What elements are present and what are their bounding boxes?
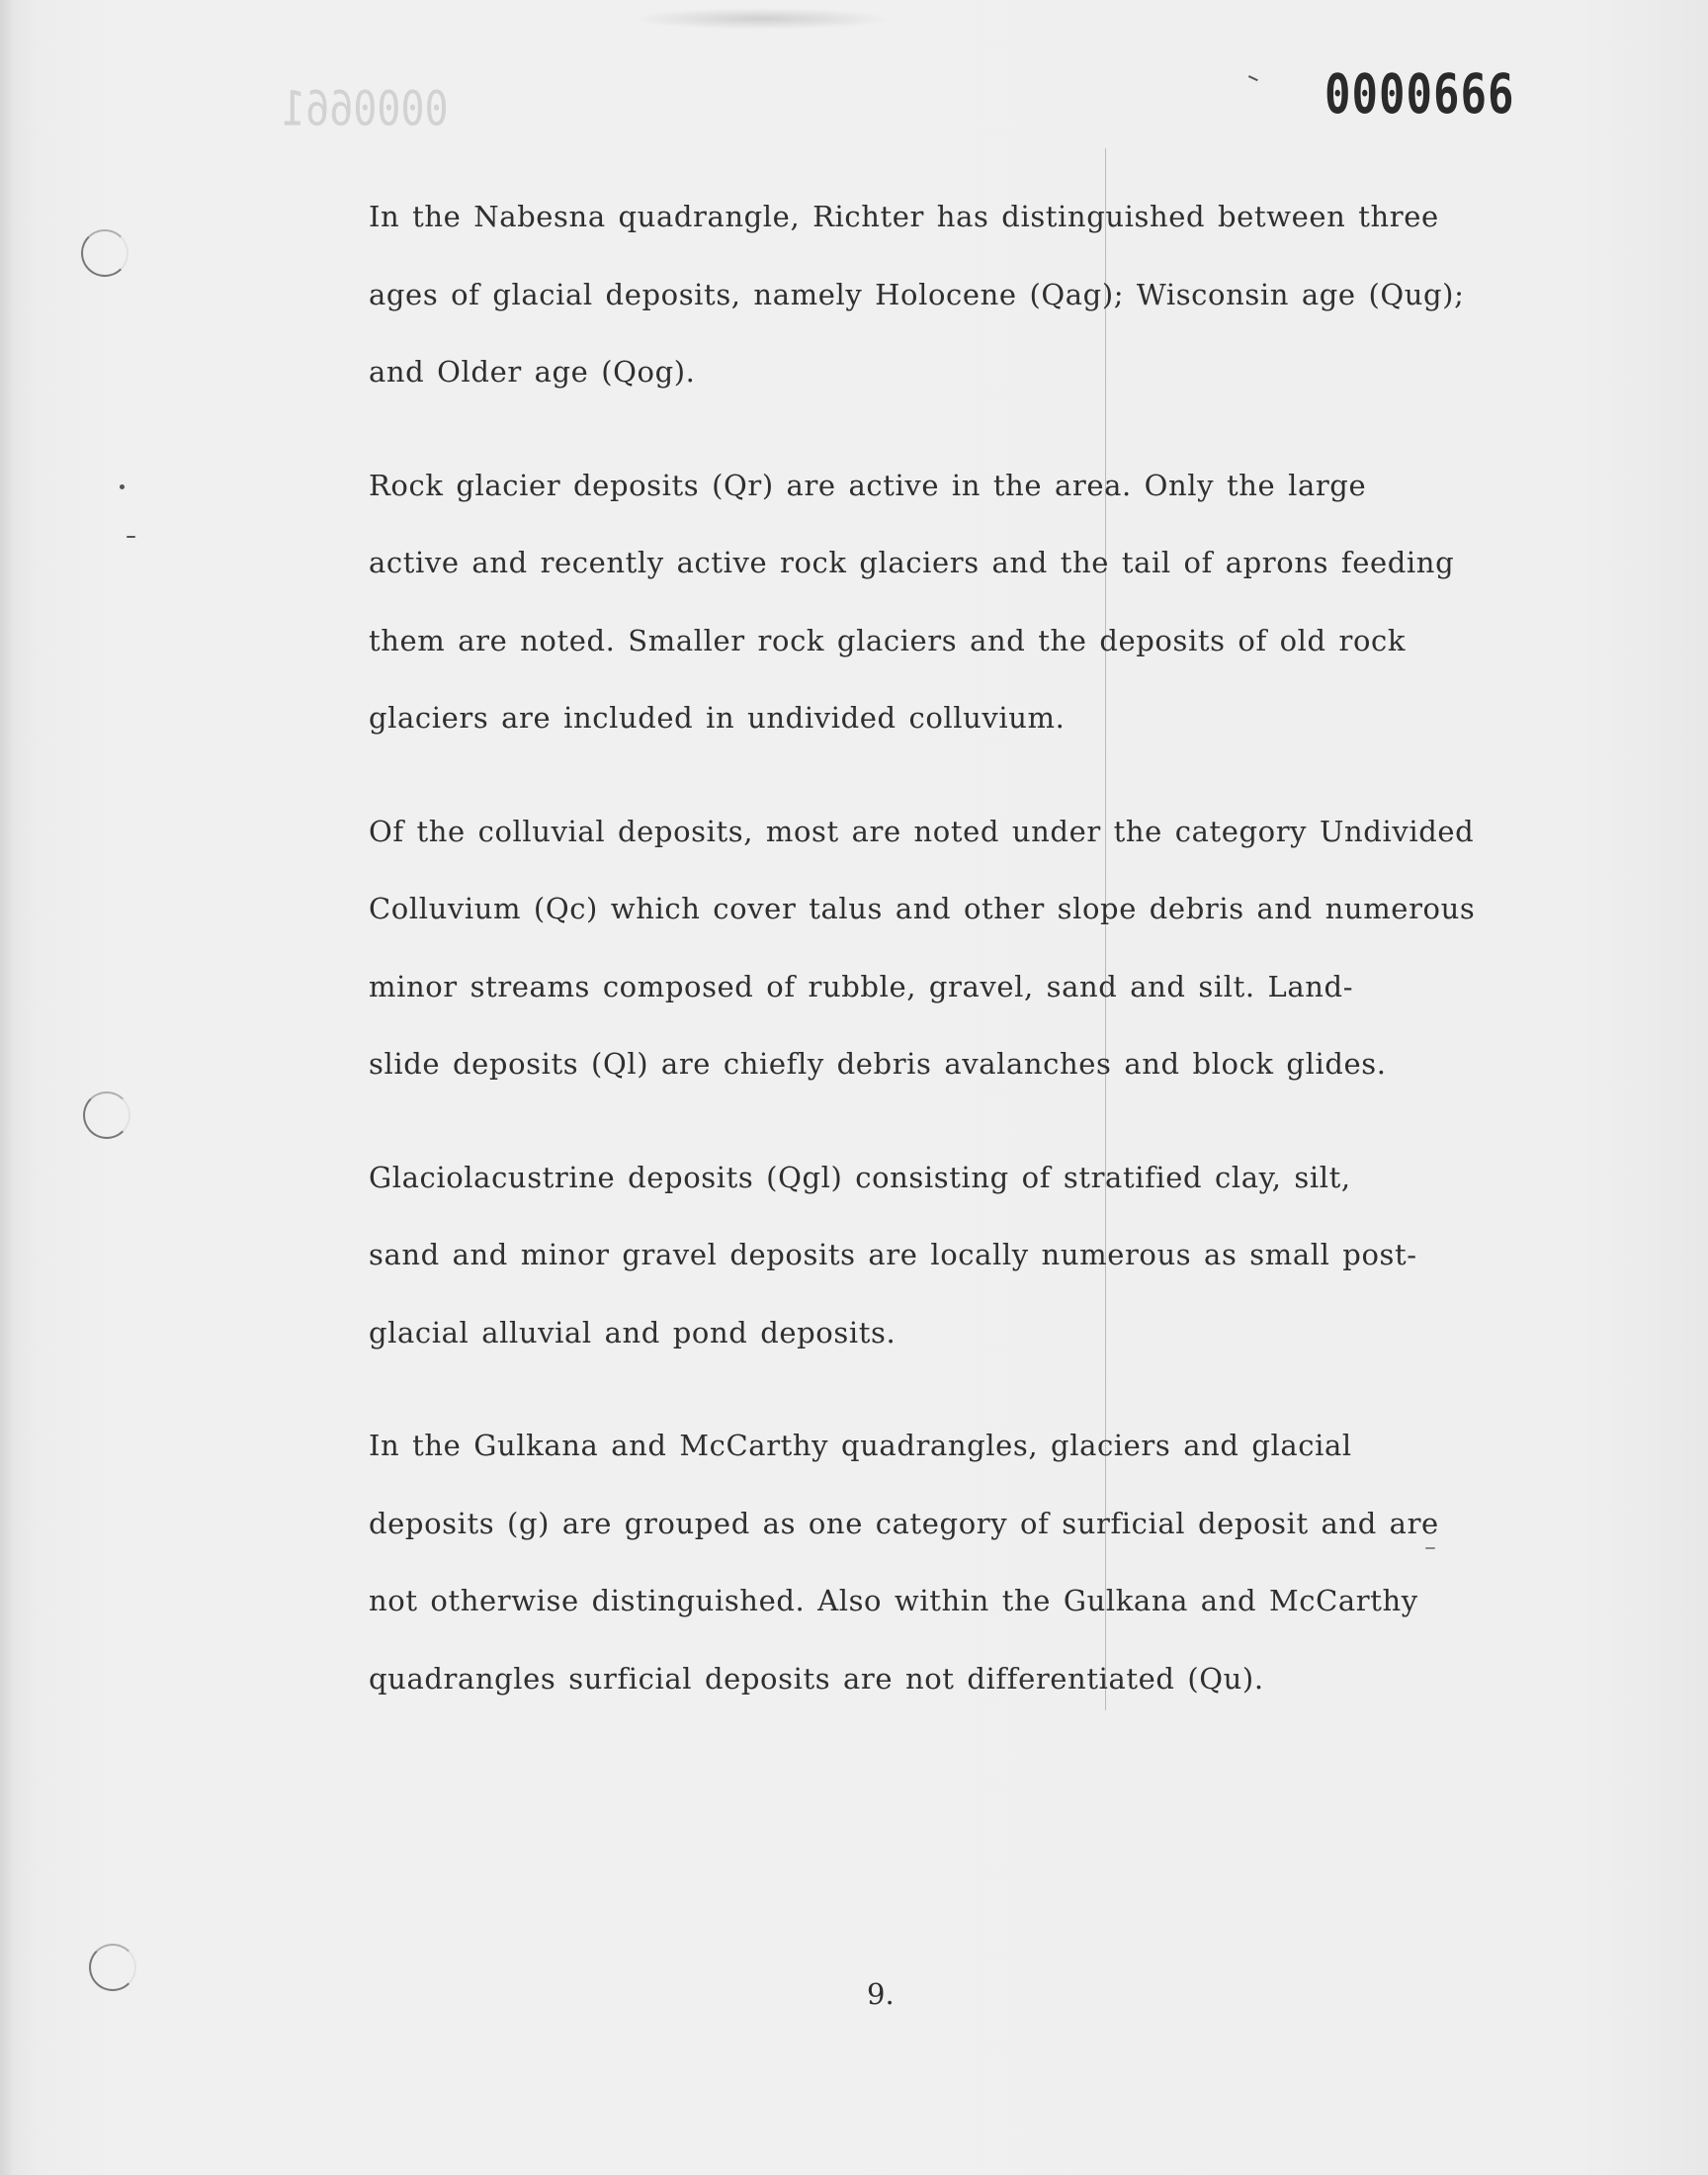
punch-hole-icon — [83, 1091, 130, 1139]
ink-speck — [127, 536, 135, 538]
text-line: In the Gulkana and McCarthy quadrangles, glaciers and glacial — [369, 1429, 1352, 1462]
paragraph-colluvial — [369, 793, 1584, 1103]
text-line: Colluvium (Qc) which cover talus and other slope debris and numerous — [369, 892, 1476, 925]
text-line: sand and minor gravel deposits are locally numerous as small post- — [369, 1238, 1417, 1271]
document-stamp-number: 0000666 — [1324, 63, 1515, 127]
body-text — [369, 178, 1584, 1753]
text-line: them are noted. Smaller rock glaciers and the deposits of old rock — [369, 623, 1407, 657]
text-line: deposits (g) are grouped as one category of surficial deposit and are — [369, 1506, 1439, 1540]
punch-hole-icon — [81, 229, 128, 277]
text-line: active and recently active rock glaciers and the tail of aprons feeding — [369, 546, 1455, 579]
text-line: Glaciolacustrine deposits (Qgl) consisting of stratified clay, silt, — [369, 1160, 1351, 1194]
paragraph-rock-glacier — [369, 447, 1584, 757]
ink-speck — [120, 484, 125, 489]
text-line: and Older age (Qog). — [369, 355, 696, 389]
bleed-through-number: 0000661 — [282, 82, 449, 137]
text-line: glacial alluvial and pond deposits. — [369, 1315, 897, 1349]
stray-mark — [1246, 75, 1258, 85]
page-edge-shadow — [0, 0, 14, 2175]
text-line: slide deposits (Ql) are chiefly debris avalanches and block glides. — [369, 1047, 1387, 1081]
text-line: In the Nabesna quadrangle, Richter has distinguished between three — [369, 200, 1439, 233]
text-line: Of the colluvial deposits, most are noted under the category Undivided — [369, 814, 1475, 848]
scan-smudge — [633, 8, 890, 30]
text-line: Rock glacier deposits (Qr) are active in the area. Only the large — [369, 468, 1367, 502]
paragraph-gulkana-mccarthy — [369, 1407, 1584, 1717]
text-line: quadrangles surficial deposits are not differentiated (Qu). — [369, 1661, 1264, 1696]
paragraph-glaciolacustrine — [369, 1139, 1584, 1372]
punch-hole-icon — [89, 1944, 136, 1991]
paragraph-nabesna — [369, 178, 1584, 411]
text-line: minor streams composed of rubble, gravel, sand and silt. Land- — [369, 969, 1354, 1003]
text-line: not otherwise distinguished. Also within the Gulkana and McCarthy — [369, 1584, 1418, 1617]
text-line: glaciers are included in undivided colluvium. — [369, 701, 1066, 735]
text-line: ages of glacial deposits, namely Holocene (Qag); Wisconsin age (Qug); — [369, 277, 1465, 311]
page-number: 9. — [867, 1977, 895, 2011]
